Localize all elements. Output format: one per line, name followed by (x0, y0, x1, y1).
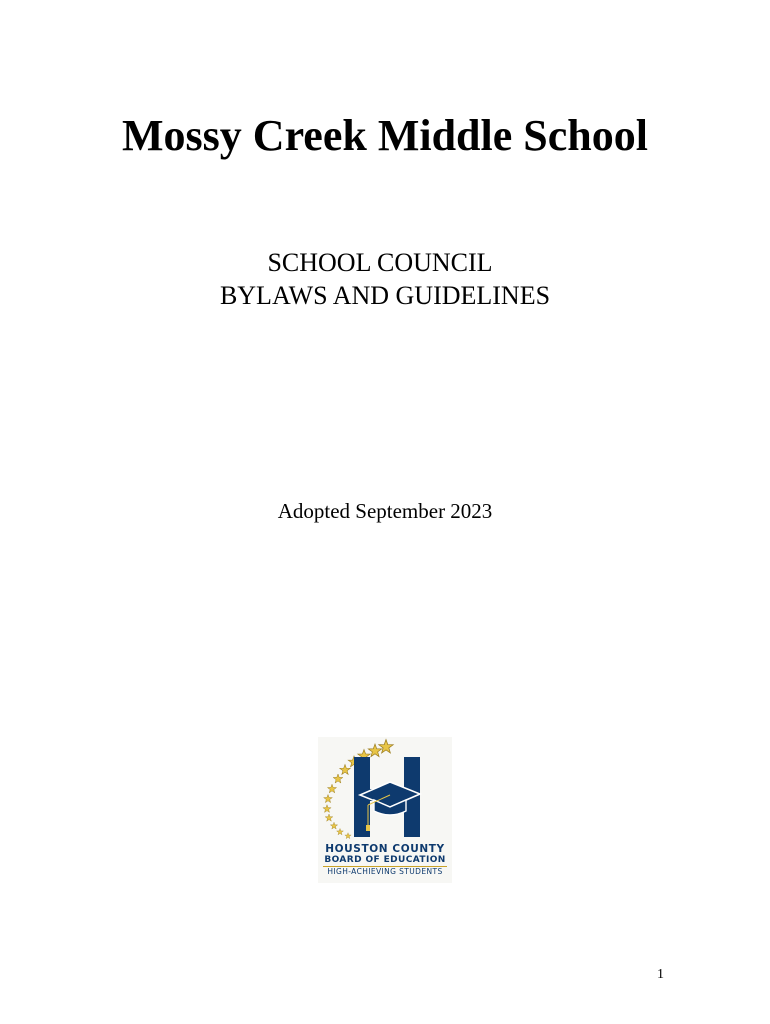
subtitle-line-1: SCHOOL COUNCIL (267, 248, 493, 277)
page-number: 1 (657, 967, 664, 982)
adoption-date: Adopted September 2023 (277, 499, 493, 523)
logo-name-line-2: BOARD OF EDUCATION (324, 855, 446, 865)
school-title: Mossy Creek Middle School (122, 111, 648, 160)
board-of-education-logo (318, 737, 452, 883)
document-subtitle (0, 246, 770, 312)
logo-emblem (318, 737, 452, 843)
logo-tagline: HIGH-ACHIEVING STUDENTS (327, 867, 443, 876)
logo-name-line-1: HOUSTON COUNTY (325, 843, 445, 855)
subtitle-line-2: BYLAWS AND GUIDELINES (219, 281, 551, 310)
